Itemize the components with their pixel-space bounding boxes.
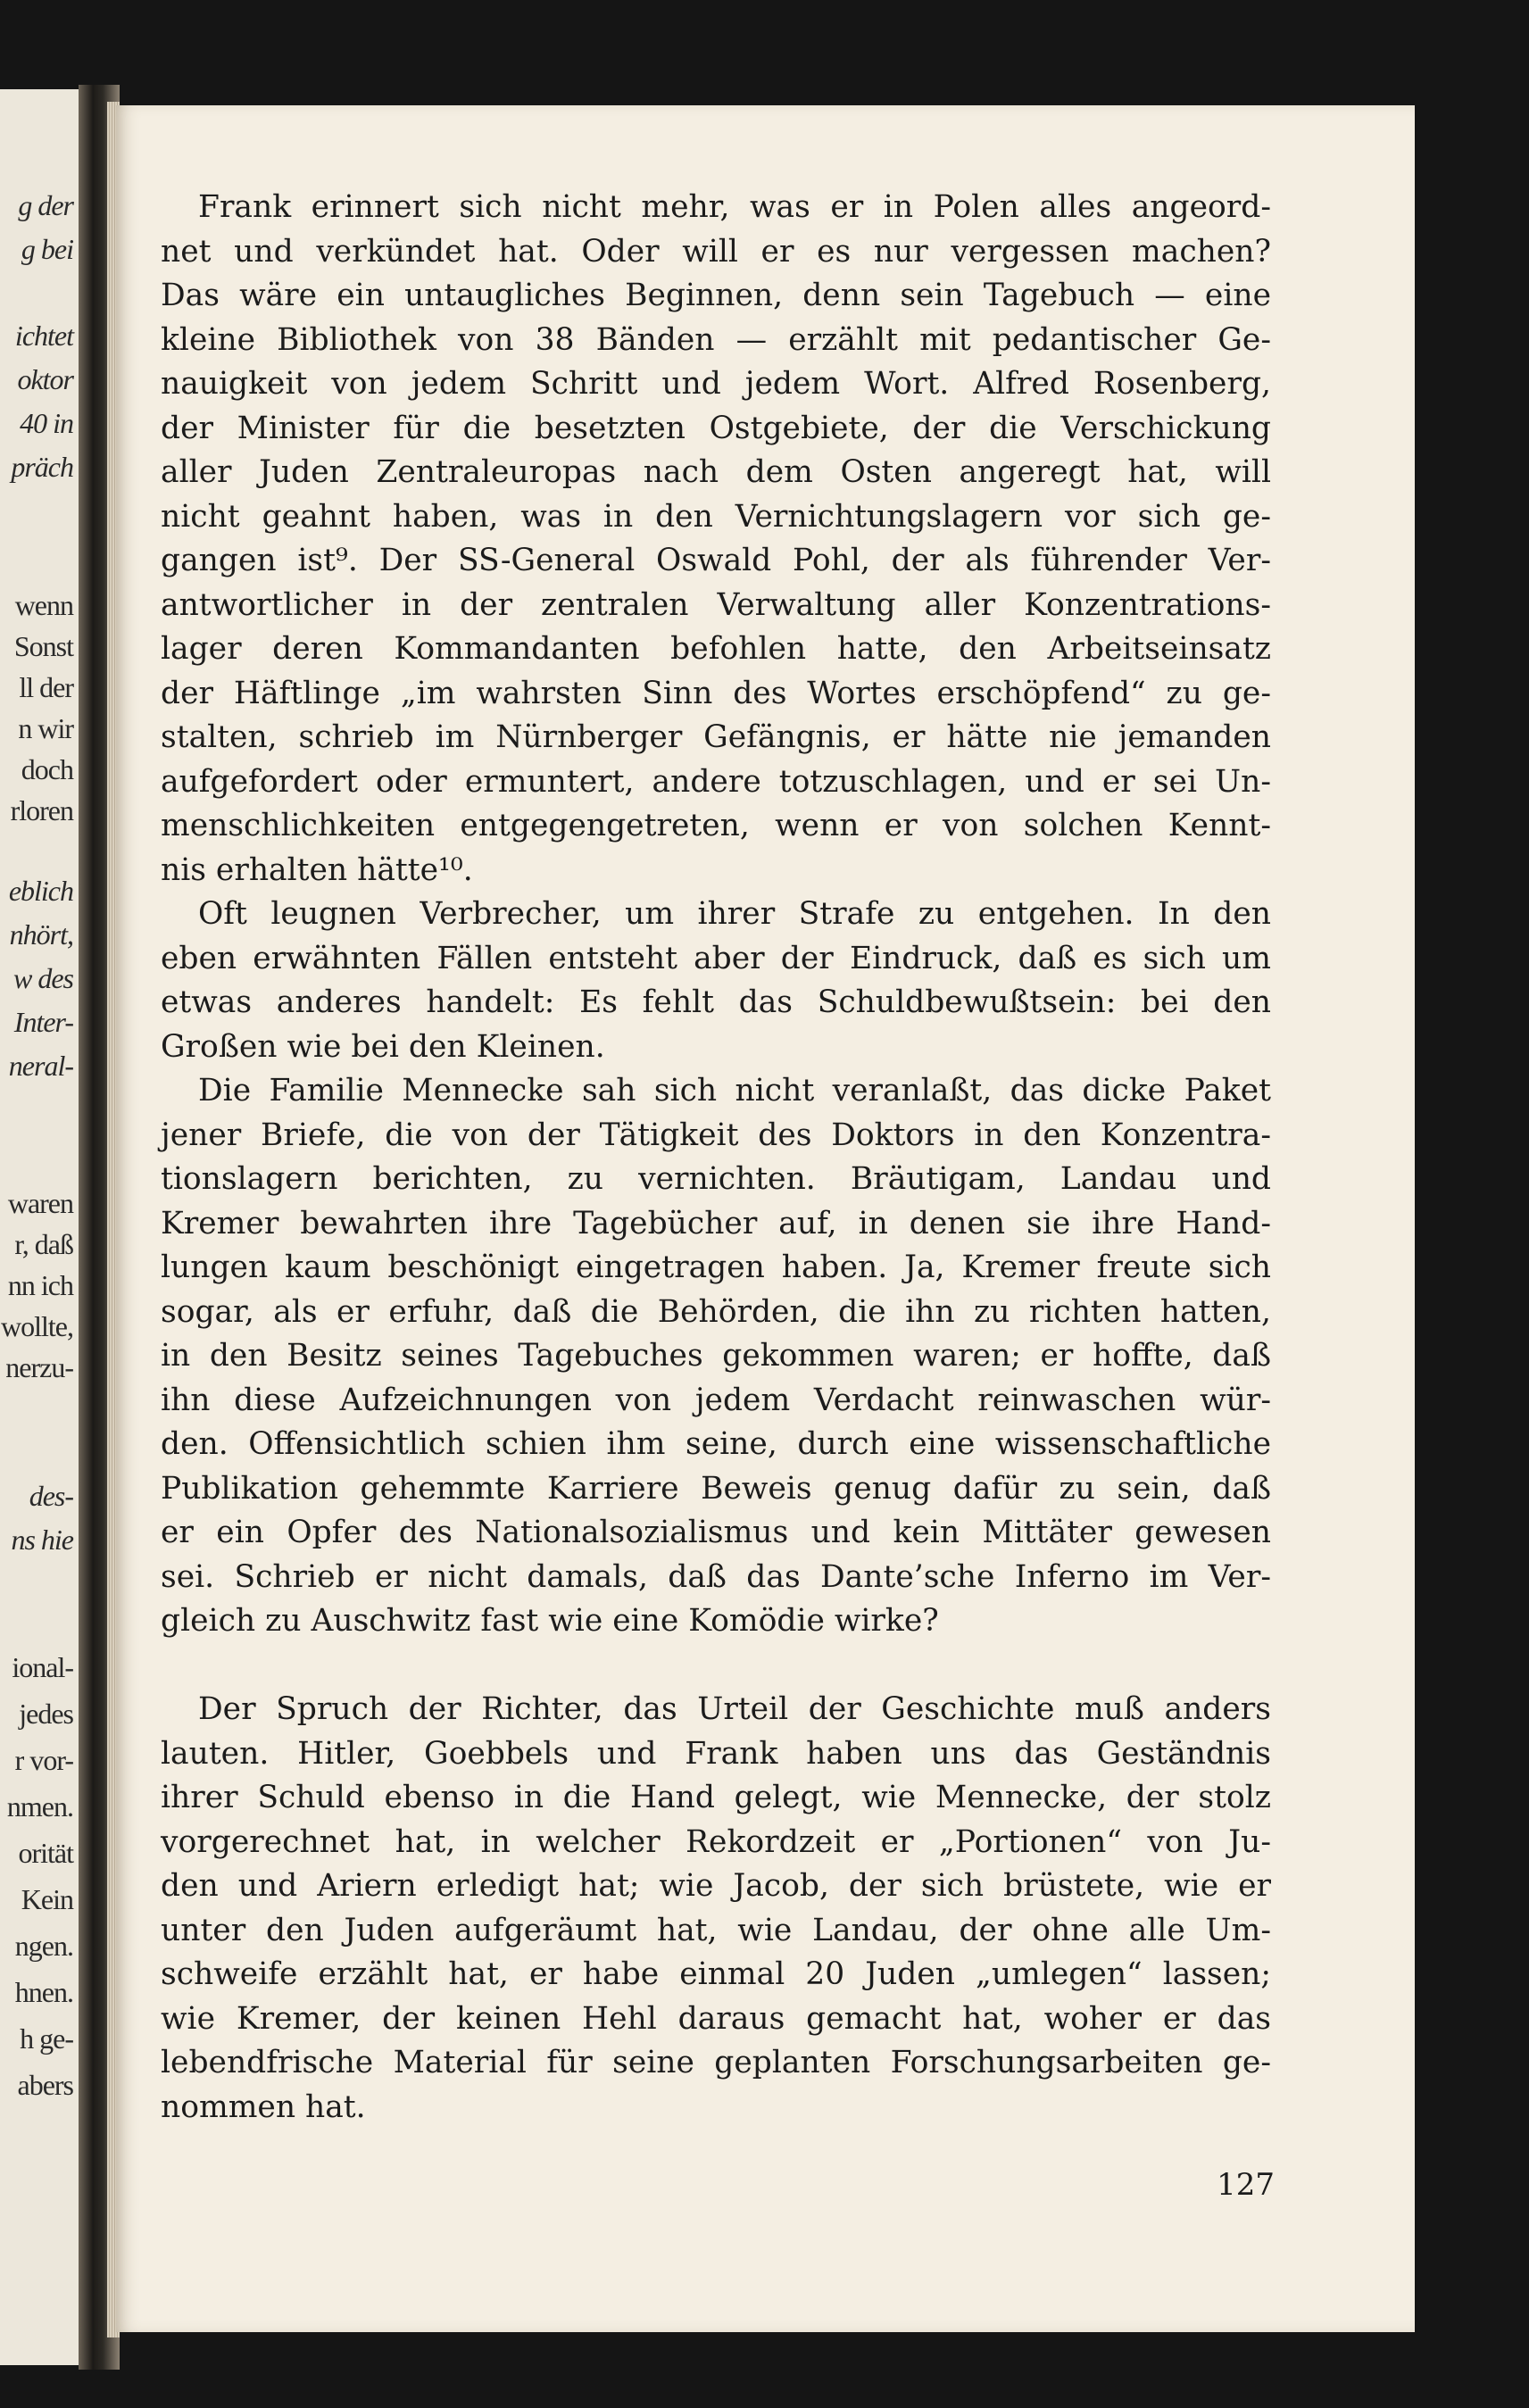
text-line: nommen hat. [161,2088,366,2125]
text-line: net und verkündet hat. Oder will er es nur vergessen machen? [161,233,1271,270]
left-page-fragment: wenn [14,589,73,621]
text-line: lager deren Kommandanten befohlen hatte, den Arbeitseinsatz [161,631,1271,667]
text-line: lungen kaum beschönigt eingetragen haben. Ja, Kremer freute sich [161,1250,1271,1285]
text-line: nauigkeit von jedem Schritt und jedem Wort. Alfred Rosenberg, [161,366,1271,402]
page-number: 127 [1217,2167,1275,2203]
text-line: menschlichkeiten entgegengetreten, wenn er von solchen Kennt- [161,808,1271,843]
text-line: lauten. Hitler, Goebbels und Frank haben uns das Geständnis [161,1735,1271,1772]
text-line: kleine Bibliothek von 38 Bänden — erzählt mit pedantischer Ge- [161,321,1271,358]
text-line: Das wäre ein untaugliches Beginnen, denn sein Tagebuch — eine [161,278,1271,313]
text-line: lebendfrische Material für seine geplanten Forschungsarbeiten ge- [161,2045,1271,2080]
text-line: Publikation gehemmte Karriere Beweis genug dafür zu sein, daß [161,1470,1271,1507]
text-line: unter den Juden aufgeräumt hat, wie Landau, der ohne alle Um- [161,1912,1271,1948]
text-line: gangen ist⁹. Der SS-General Oswald Pohl, der als führender Ver- [161,543,1271,578]
left-page-fragment: r, daß [14,1228,73,1260]
left-page-fragment: g bei [21,233,73,265]
left-page-fragment: ll der [19,671,73,703]
text-line: antwortlicher in der zentralen Verwaltung aller Konzentrations- [161,586,1271,623]
left-page-fragment: eblich [8,875,73,907]
left-page-fragment: ngen. [14,1930,73,1962]
left-page-fragment: r vor- [14,1744,73,1776]
left-page-fragment: wollte, [1,1310,73,1342]
paragraph-1 [161,186,1271,893]
paragraph-3 [161,1069,1271,1644]
left-facing-page [0,89,79,2365]
left-page-fragment: orität [18,1837,73,1869]
left-page-fragment: rloren [10,794,73,826]
text-line: der Minister für die besetzten Ostgebiete, der die Verschickung [161,410,1271,446]
left-page-fragment: hnen. [14,1976,73,2008]
text-line: aufgefordert oder ermuntert, andere totzuschlagen, und er sei Un- [161,763,1271,800]
left-page-fragment: w des [13,962,73,994]
text-line: ihrer Schuld ebenso in die Hand gelegt, wie Mennecke, der stolz [161,1780,1271,1815]
text-line: schweife erzählt hat, er habe einmal 20 Juden „umlegen“ lassen; [161,1956,1271,1992]
text-line: nis erhalten hätte¹⁰. [161,851,473,888]
left-page-fragment: nmen. [6,1790,73,1823]
text-line: Der Spruch der Richter, das Urteil der Geschichte muß anders [198,1691,1271,1727]
left-page-fragment: nn ich [7,1269,73,1301]
text-line: sei. Schrieb er nicht damals, daß das Dante’sche Inferno im Ver- [161,1558,1271,1595]
left-page-fragment: Sonst [13,630,73,662]
text-line: den. Offensichtlich schien ihm seine, durch eine wissenschaftliche [161,1426,1271,1462]
text-line: in den Besitz seines Tagebuches gekommen waren; er hoffte, daß [161,1338,1271,1374]
text-line: den und Ariern erledigt hat; wie Jacob, der sich brüstete, wie er [161,1868,1271,1904]
left-page-fragment: Inter- [13,1006,73,1038]
left-page-fragment: des- [29,1480,73,1512]
text-line: gleich zu Auschwitz fast wie eine Komödie wirke? [161,1603,939,1639]
left-page-fragment: nhört, [9,918,73,951]
text-line: ihn diese Aufzeichnungen von jedem Verdacht reinwaschen wür- [161,1382,1271,1418]
text-line: eben erwähnten Fällen entsteht aber der Eindruck, daß es sich um [161,940,1271,976]
section-break [161,1644,1271,1689]
left-page-fragment: ional- [12,1651,73,1683]
text-line: vorgerechnet hat, in welcher Rekordzeit er „Portionen“ von Ju- [161,1823,1271,1860]
text-line: sogar, als er erfuhr, daß die Behörden, die ihn zu richten hatten, [161,1293,1271,1330]
text-line: Großen wie bei den Kleinen. [161,1028,605,1065]
text-line: er ein Opfer des Nationalsozialismus und kein Mittäter gewesen [161,1515,1271,1550]
left-page-fragment: jedes [19,1698,73,1730]
left-page-fragment: g der [18,189,73,221]
text-line: aller Juden Zentraleuropas nach dem Osten angeregt hat, will [161,454,1271,490]
left-page-fragment: n wir [18,712,73,744]
text-line: Frank erinnert sich nicht mehr, was er in Polen alles angeord- [198,189,1271,225]
body-text [161,186,1271,2130]
text-line: Die Familie Mennecke sah sich nicht veranlaßt, das dicke Paket [198,1073,1271,1109]
text-line: Oft leugnen Verbrecher, um ihrer Strafe zu entgehen. In den [198,896,1271,932]
text-line: jener Briefe, die von der Tätigkeit des Doktors in den Konzentra- [161,1117,1271,1153]
text-line: tionslagern berichten, zu vernichten. Bräutigam, Landau und [161,1161,1271,1197]
text-line: der Häftlinge „im wahrsten Sinn des Wortes erschöpfend“ zu ge- [161,675,1271,711]
left-page-fragment: ichtet [14,320,73,352]
text-line: nicht geahnt haben, was in den Vernichtungslagern vor sich ge- [161,498,1271,535]
left-page-fragment: präch [11,451,73,483]
left-page-fragment: 40 in [20,407,73,439]
text-line: Kremer bewahrten ihre Tagebücher auf, in denen sie ihre Hand- [161,1205,1271,1241]
text-line: etwas anderes handelt: Es fehlt das Schuldbewußtsein: bei den [161,984,1271,1020]
left-page-fragment: doch [21,753,73,785]
left-page-fragment: neral- [8,1050,73,1082]
text-line: wie Kremer, der keinen Hehl daraus gemacht hat, woher er das [161,2000,1271,2037]
left-page-fragment: ns hie [11,1524,73,1556]
left-page-fragment: oktor [17,363,73,395]
text-line: stalten, schrieb im Nürnberger Gefängnis, er hätte nie jemanden [161,719,1271,755]
left-page-fragment: waren [7,1187,73,1219]
left-page-fragment: nerzu- [5,1351,73,1383]
left-page-fragment: abers [17,2069,73,2101]
left-page-fragment: h ge- [20,2022,73,2055]
paragraph-2 [161,893,1271,1069]
left-page-fragment: Kein [21,1883,73,1915]
paragraph-4 [161,1688,1271,2130]
